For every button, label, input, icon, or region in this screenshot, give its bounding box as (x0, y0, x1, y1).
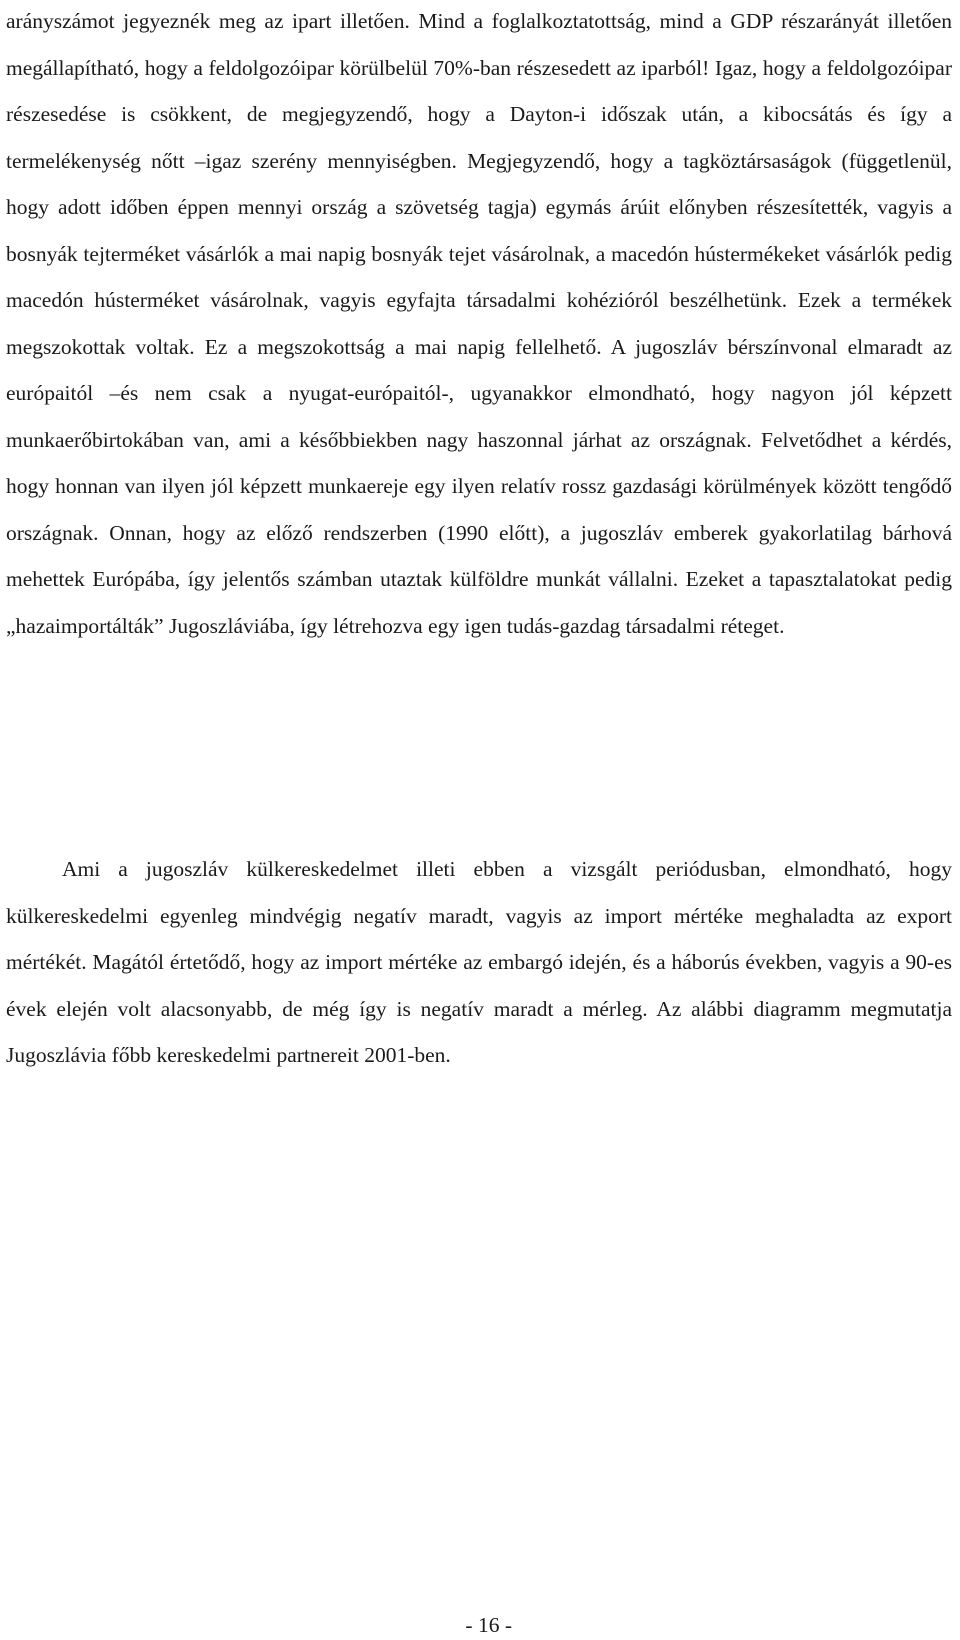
paragraph-text: Ami a jugoszláv külkereskedelmet illeti ebben a vizsgált periódusban, elmondható, hogy külkereskedelmi egyenleg mindvégig negatív maradt, vagyis az import mértéke meghaladta az export mértékét. Magától értetődő, hogy az import mértéke az embargó idején, és a háborús években, vagyis a 90-es évek elején volt alacsonyabb, de még így is negatív maradt a mérleg. Az alábbi diagramm megmutatja Jugoszlávia főbb kereskedelmi partnereit 2001-ben. (6, 857, 952, 1068)
body-paragraph-2 (6, 846, 952, 1079)
body-paragraph-1 (6, 0, 952, 649)
page-number: - 16 - (465, 1613, 512, 1637)
paragraph-text: arányszámot jegyeznék meg az ipart illetően. Mind a foglalkoztatottság, mind a GDP részarányát illetően megállapítható, hogy a feldolgozóipar körülbelül 70%-ban részesedett az iparból! Igaz, hogy a feldolgozóipar részesedése is csökkent, de megjegyzendő, hogy a Dayton-i időszak után, a kibocsátás és így a termelékenység nőtt –igaz szerény mennyiségben. Megjegyzendő, hogy a tagköztársaságok (függetlenül, hogy adott időben éppen mennyi ország a szövetség tagja) egymás árúit előnyben részesítették, vagyis a bosnyák tejterméket vásárlók a mai napig bosnyák tejet vásárolnak, a macedón hústermékeket vásárlók pedig macedón hústerméket vásárolnak, vagyis egyfajta társadalmi kohézióról beszélhetünk. Ezek a termékek megszokottak voltak. Ez a megszokottság a mai napig fellelhető. A jugoszláv bérszínvonal elmaradt az európaitól –és nem csak a nyugat-európaitól-, ugyanakkor elmondható, hogy nagyon jól képzett munkaerőbirtokában van, ami a későbbiekben nagy haszonnal járhat az országnak. Felvetődhet a kérdés, hogy honnan van ilyen jól képzett munkaereje egy ilyen relatív rossz gazdasági körülmények között tengődő országnak. Onnan, hogy az előző rendszerben (1990 előtt), a jugoszláv emberek gyakorlatilag bárhová mehettek Európába, így jelentős számban utaztak külföldre munkát vállalni. Ezeket a tapasztalatokat pedig „hazaimportálták” Jugoszláviába, így létrehozva egy igen tudás-gazdag társadalmi réteget. (6, 9, 952, 638)
